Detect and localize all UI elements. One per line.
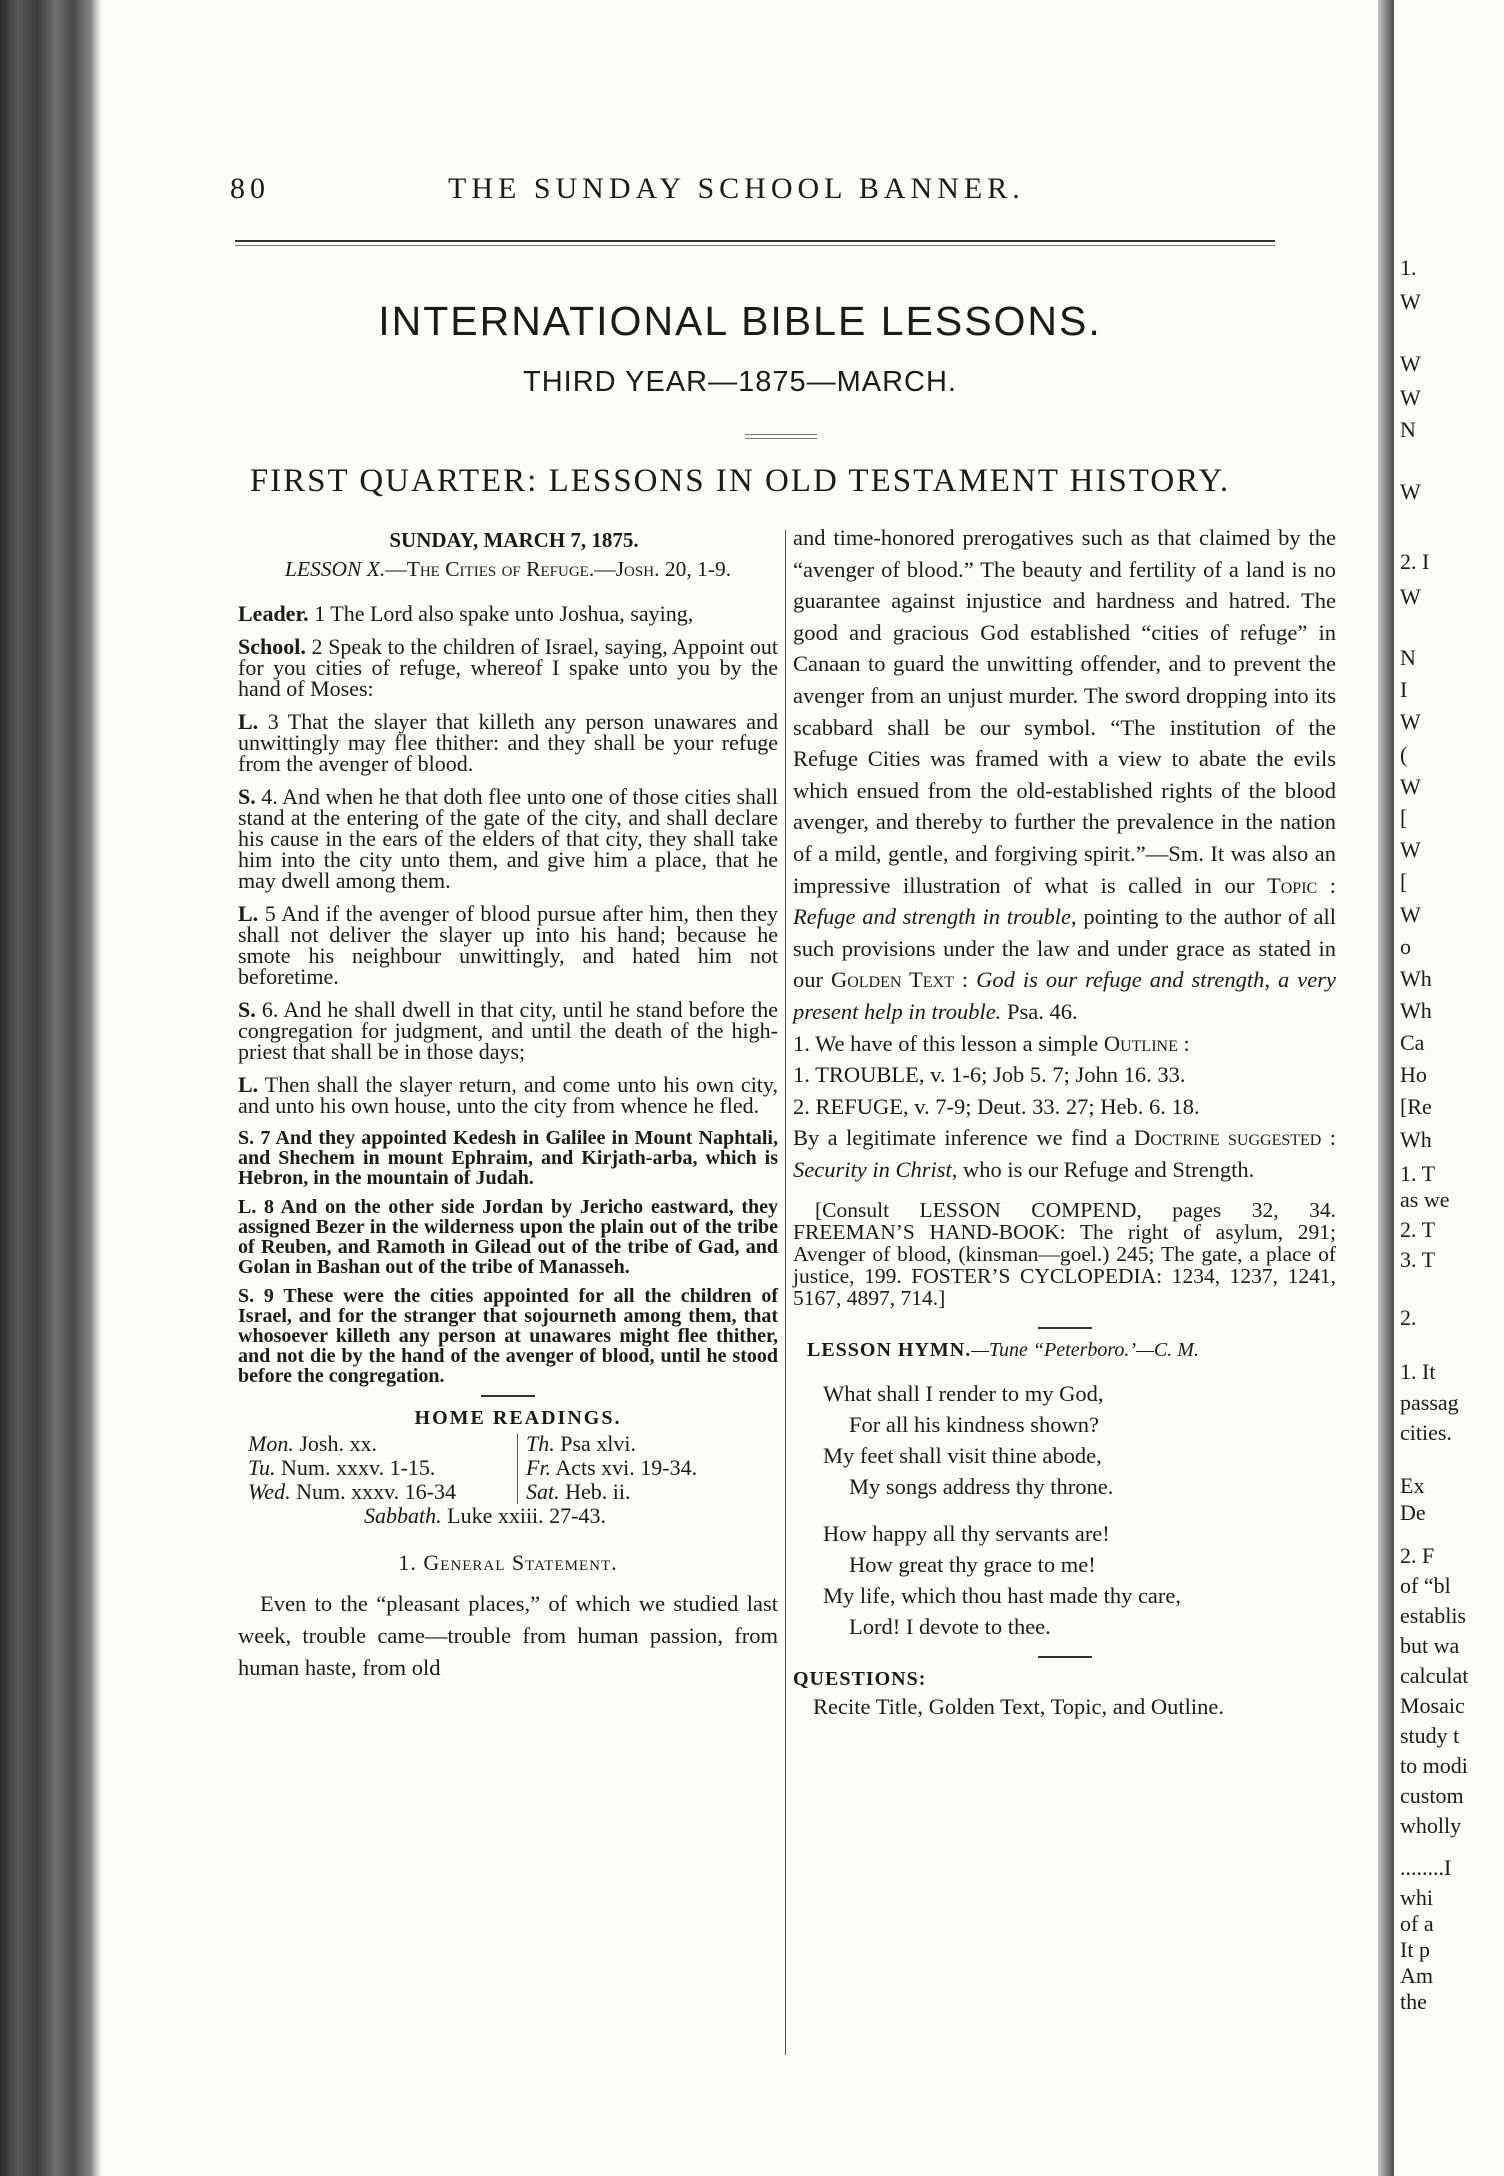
home-readings-table bbox=[238, 1432, 778, 1532]
hymn-line: Lord! I devote to thee. bbox=[849, 1614, 1051, 1640]
next-page-text: 2. bbox=[1400, 1305, 1417, 1330]
next-page-text: calculat bbox=[1400, 1663, 1469, 1688]
verse-speaker: L. bbox=[238, 709, 259, 734]
verse-text: 9 These were the cities appointed for all the children of Israel, and for the stranger that sojourneth among them, that whosoever killeth any person at unawares might flee thither, and not die by the hand of the avenger of blood, until he stood before the congregation. bbox=[238, 1285, 778, 1387]
general-statement-right: and time-honored prerogatives such as that claimed by the “avenger of blood.” The beauty and fertility of a land is no guarantee against injustice and hardness and hatred. The good and gracious God established “cities of refuge” in Canaan to guard the unwitting offender, and to prevent the avenger from an unjust murder. The sword dropping into its scabbard shall be our symbol. “The institution of the Refuge Cities was framed with a view to abate the evils which ensued from the old-established rights of the blood avenger, and thereby to further the prevalence in the nation of a mild, gentle, and forgiving spirit.”—Sm. It was also an impressive illustration of what is called in our Topic : Refuge and strength in trouble, pointing to the author of all such provisions under the law and under grace as stated in our Golden Text : God is our refuge and strength, a very present help in trouble. Psa. 46. bbox=[793, 525, 1336, 1024]
next-page-text: W bbox=[1400, 385, 1421, 410]
verse-0 bbox=[238, 603, 778, 624]
next-page-text: Am bbox=[1400, 1963, 1433, 1988]
next-page-text: I bbox=[1400, 677, 1408, 702]
book-binding bbox=[0, 0, 92, 2176]
next-page-text: N bbox=[1400, 645, 1416, 670]
lesson-heading bbox=[238, 557, 778, 581]
hymn-stanza-1 bbox=[823, 1518, 1336, 1642]
next-page-text: Wh bbox=[1400, 998, 1432, 1023]
section-rule bbox=[481, 1395, 535, 1397]
reading-sabbath: Sabbath. Luke xxiii. 27-43. bbox=[364, 1503, 606, 1528]
next-page-text: ( bbox=[1400, 742, 1408, 767]
next-page-text: W bbox=[1400, 289, 1421, 314]
questions-text: Recite Title, Golden Text, Topic, and Outline. bbox=[813, 1694, 1224, 1720]
hymn-line: My life, which thou hast made thy care, bbox=[823, 1583, 1182, 1609]
verse-speaker: Leader. bbox=[238, 601, 309, 626]
hymn-stanzas bbox=[793, 1378, 1336, 1642]
verse-bold-1 bbox=[238, 1197, 778, 1277]
verse-text: 5 And if the avenger of blood pursue after him, then they shall not deliver the slayer up into his hand; because he smote his neighbour unwittingly, and hated him not beforetime. bbox=[238, 901, 778, 989]
next-page-text: 3. T bbox=[1400, 1247, 1436, 1272]
next-page-text: Mosaic bbox=[1400, 1693, 1465, 1718]
next-page-text: W bbox=[1400, 774, 1421, 799]
next-page-text: of a bbox=[1400, 1911, 1434, 1936]
next-page-text: to modi bbox=[1400, 1753, 1468, 1778]
running-head bbox=[230, 172, 1280, 212]
next-page-text: o bbox=[1400, 934, 1411, 959]
next-page-text: wholly bbox=[1400, 1813, 1462, 1838]
header-rule-thin bbox=[235, 245, 1275, 246]
verse-text: 6. And he shall dwell in that city, until he stand before the congregation for judgment, and until the death of the high-priest that shall be in those days; bbox=[238, 997, 778, 1064]
lesson-title: —The Cities of Refuge.—Josh. 20, 1-9. bbox=[385, 557, 732, 581]
next-page-text: N bbox=[1400, 417, 1416, 442]
verse-text: 2 Speak to the children of Israel, saying, Appoint out for you cities of refuge, whereof I spake unto you by the hand of Moses: bbox=[238, 634, 778, 701]
next-page-text: [Re bbox=[1400, 1094, 1432, 1119]
section-rule bbox=[1038, 1656, 1092, 1658]
next-page-text: Wh bbox=[1400, 966, 1432, 991]
binding-shadow bbox=[92, 0, 102, 2176]
next-page-text: 1. bbox=[1400, 255, 1417, 280]
next-page-text: W bbox=[1400, 902, 1421, 927]
readings-divider bbox=[517, 1434, 518, 1504]
doctrine-suggested: By a legitimate inference we find a Doctrine suggested : Security in Christ, who is our Refuge and Strength. bbox=[793, 1125, 1336, 1182]
verse-4 bbox=[238, 903, 778, 987]
verse-text: 7 And they appointed Kedesh in Galilee in Mount Naphtali, and Shechem in mount Ephraim, and Kirjath-arba, which is Hebron, in the mountain of Judah. bbox=[238, 1127, 778, 1189]
reading-tue: Tu. Num. xxxv. 1-15. bbox=[248, 1455, 436, 1480]
questions-heading: QUESTIONS: bbox=[793, 1668, 927, 1691]
next-page-text: De bbox=[1400, 1500, 1426, 1525]
verse-text: 3 That the slayer that killeth any person unawares and unwittingly may flee thither: and they shall be your refuge from the avenger of blood. bbox=[238, 709, 778, 776]
next-page-text: 2. T bbox=[1400, 1217, 1436, 1242]
outline-intro: 1. We have of this lesson a simple Outline : bbox=[793, 1030, 1190, 1056]
next-page-text: Ex bbox=[1400, 1473, 1425, 1498]
verse-text: 1 The Lord also spake unto Joshua, saying, bbox=[308, 601, 694, 626]
scripture-verses-bold bbox=[238, 1128, 778, 1386]
verse-speaker: S. bbox=[238, 997, 256, 1022]
verse-speaker: S. bbox=[238, 784, 256, 809]
lesson-date: SUNDAY, MARCH 7, 1875. bbox=[389, 528, 639, 552]
verse-5 bbox=[238, 999, 778, 1062]
column-divider bbox=[785, 530, 786, 2055]
next-page-text: W bbox=[1400, 837, 1421, 862]
next-page-text: Ho bbox=[1400, 1062, 1427, 1087]
page-edge bbox=[1378, 0, 1394, 2176]
verse-speaker: S. bbox=[238, 1285, 255, 1307]
next-page-text: but wa bbox=[1400, 1633, 1460, 1658]
next-page-text: the bbox=[1400, 1989, 1427, 2014]
reading-wed: Wed. Num. xxxv. 16-34 bbox=[248, 1479, 456, 1504]
journal-title: THE SUNDAY SCHOOL BANNER. bbox=[448, 172, 1025, 205]
next-page-text: of “bl bbox=[1400, 1573, 1451, 1598]
lesson-hymn-heading: LESSON HYMN.—Tune “Peterboro.’—C. M. bbox=[807, 1339, 1199, 1362]
right-column bbox=[793, 522, 1336, 1723]
sub-title: THIRD YEAR—1875—MARCH. bbox=[522, 366, 957, 398]
next-page-text: 2. F bbox=[1400, 1543, 1435, 1568]
next-page-text: It p bbox=[1400, 1937, 1430, 1962]
verse-text: 4. And when he that doth flee unto one of those cities shall stand at the entering of the gate of the city, and shall declare his cause in the ears of the elders of that city, they shall take him into the city unto them, and give him a place, that he may dwell among them. bbox=[238, 784, 778, 893]
next-page-text: [ bbox=[1400, 869, 1408, 894]
next-page-text: ........I bbox=[1400, 1855, 1452, 1880]
next-page-text: W bbox=[1400, 709, 1421, 734]
hymn-line: My songs address thy throne. bbox=[849, 1474, 1114, 1500]
hymn-stanza-0 bbox=[823, 1378, 1336, 1502]
quarter-heading: FIRST QUARTER: LESSONS IN OLD TESTAMENT HISTORY. bbox=[249, 463, 1231, 499]
verse-bold-0 bbox=[238, 1128, 778, 1188]
verse-speaker: L. bbox=[238, 901, 259, 926]
scripture-verses bbox=[238, 603, 778, 1116]
next-page-text: 1. It bbox=[1400, 1359, 1436, 1384]
verse-speaker: L. bbox=[238, 1196, 257, 1218]
next-page-text: establis bbox=[1400, 1603, 1466, 1628]
outline-item-1: 1. TROUBLE, v. 1-6; Job 5. 7; John 16. 33. bbox=[793, 1062, 1186, 1088]
header-rule bbox=[235, 240, 1275, 242]
verse-speaker: L. bbox=[238, 1072, 259, 1097]
next-page-text: [ bbox=[1400, 805, 1408, 830]
next-page-text: W bbox=[1400, 351, 1421, 376]
consult-note: [Consult LESSON COMPEND, pages 32, 34. FREEMAN’S HAND-BOOK: The right of asylum, 291; Avenger of blood, (kinsman—goel.) 245; The gate, a place of justice, 199. FOSTER’S CYCLOPEDIA: 1234, 1237, 1241, 5167, 4897, 714.] bbox=[793, 1198, 1336, 1311]
reading-fri: Fr. Acts xvi. 19-34. bbox=[526, 1455, 698, 1480]
hymn-line: My feet shall visit thine abode, bbox=[823, 1443, 1102, 1469]
next-page-text: as we bbox=[1400, 1187, 1450, 1212]
left-column bbox=[238, 528, 778, 1684]
next-page-text: whi bbox=[1400, 1885, 1433, 1910]
lesson-label: LESSON X. bbox=[284, 557, 386, 581]
main-title: INTERNATIONAL BIBLE LESSONS. bbox=[378, 298, 1102, 344]
next-page-text: 1. T bbox=[1400, 1161, 1436, 1186]
hymn-line: What shall I render to my God, bbox=[823, 1381, 1104, 1407]
general-statement-left: Even to the “pleasant places,” of which we studied last week, trouble came—trouble from human passion, from human haste, from old bbox=[238, 1591, 778, 1680]
next-page-text: W bbox=[1400, 479, 1421, 504]
section-rule bbox=[1038, 1327, 1092, 1329]
general-statement-heading: 1. General Statement. bbox=[398, 1550, 618, 1575]
reading-mon: Mon. Josh. xx. bbox=[248, 1431, 377, 1456]
verse-3 bbox=[238, 786, 778, 891]
reading-thu: Th. Psa xlvi. bbox=[526, 1431, 637, 1456]
hymn-line: How happy all thy servants are! bbox=[823, 1521, 1110, 1547]
verse-6 bbox=[238, 1074, 778, 1116]
next-page-text: custom bbox=[1400, 1783, 1464, 1808]
hymn-line: For all his kindness shown? bbox=[849, 1412, 1099, 1438]
verse-2 bbox=[238, 711, 778, 774]
verse-1 bbox=[238, 636, 778, 699]
verse-speaker: School. bbox=[238, 634, 306, 659]
next-page-text: cities. bbox=[1400, 1420, 1452, 1445]
hymn-line: How great thy grace to me! bbox=[849, 1552, 1096, 1578]
next-page-text: Ca bbox=[1400, 1030, 1425, 1055]
next-page-text: 2. I bbox=[1400, 549, 1430, 574]
home-readings-title: HOME READINGS. bbox=[414, 1407, 622, 1429]
outline-item-2: 2. REFUGE, v. 7-9; Deut. 33. 27; Heb. 6. 18. bbox=[793, 1093, 1200, 1119]
next-page-text: study t bbox=[1400, 1723, 1460, 1748]
title-rule bbox=[745, 434, 817, 439]
next-page-text: W bbox=[1400, 584, 1421, 609]
next-page-fragment bbox=[1394, 0, 1504, 2176]
reading-sat: Sat. Heb. ii. bbox=[526, 1479, 631, 1504]
verse-speaker: S. bbox=[238, 1127, 255, 1149]
verse-bold-2 bbox=[238, 1286, 778, 1386]
next-page-text: passag bbox=[1400, 1390, 1459, 1415]
next-page-text: Wh bbox=[1400, 1127, 1432, 1152]
verse-text: Then shall the slayer return, and come unto his own city, and unto his own house, unto the city from whence he fled. bbox=[238, 1072, 778, 1118]
verse-text: 8 And on the other side Jordan by Jericho eastward, they assigned Bezer in the wilderness upon the plain out of the tribe of Reuben, and Ramoth in Gilead out of the tribe of Gad, and Golan in Bashan out of the tribe of Manasseh. bbox=[238, 1196, 778, 1278]
page-number: 80 bbox=[230, 172, 270, 205]
